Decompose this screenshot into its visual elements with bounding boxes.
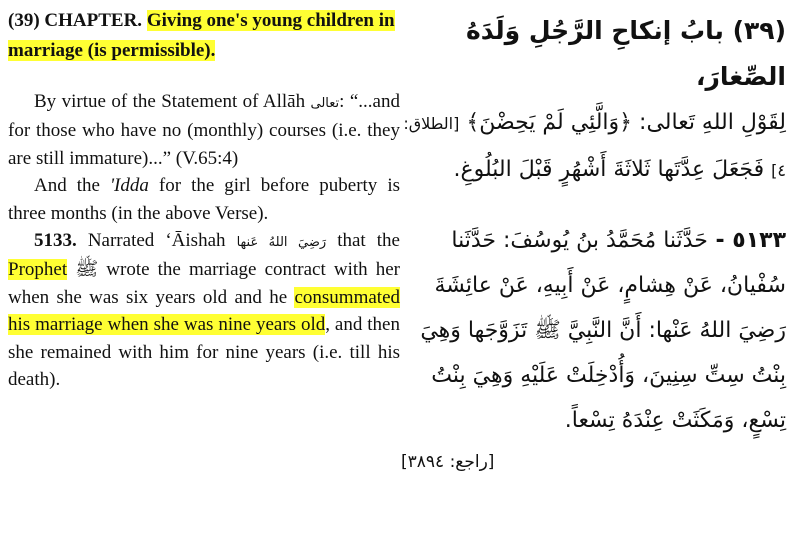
arabic-hadith-number: ٥١٣٣ xyxy=(732,228,786,253)
arabic-verse-reference: [الطلاق: ٤] xyxy=(403,114,786,180)
verse-quote: : “...and for those who have no (monthly) courses (i.e. they are still immature)...” (V.65:4) xyxy=(8,91,400,169)
arabic-column xyxy=(401,8,786,477)
hadith-text-c: , and then she remained with him for nine years (i.e. till his death). xyxy=(8,314,400,391)
arabic-hadith-paragraph xyxy=(401,218,786,443)
english-column xyxy=(8,6,400,393)
arabic-reference: [راجع: ٣٨٩٤] xyxy=(401,452,495,472)
hadith-text-b: wrote the marriage contract with her when she was six years old and he xyxy=(8,259,400,308)
arabic-hadith-dash: - xyxy=(707,228,733,253)
arabic-chapter-title: بابُ إنكاحِ الرَّجُلِ وَلَدَهُ الصِّغارَ، xyxy=(466,16,786,91)
idda-term: 'Idda xyxy=(109,175,149,197)
hadith-text-a: that the xyxy=(326,230,400,252)
english-paragraph-verse xyxy=(8,88,400,172)
chapter-number: (39) CHAPTER. xyxy=(8,10,143,31)
idda-explanation: for the girl before puberty is three months (in the above Verse). xyxy=(8,175,400,224)
english-hadith-5133 xyxy=(8,227,400,393)
prophet-highlight: Prophet xyxy=(8,259,68,281)
inline-arabic-radiallahu: رَضِيَ اللهُ عَنها xyxy=(236,235,327,251)
arabic-verse-paragraph xyxy=(401,100,786,194)
idda-intro: And the xyxy=(34,175,110,197)
hadith-number: 5133. xyxy=(34,230,77,252)
salawat-symbol: ﷺ xyxy=(75,259,99,281)
verse-intro: By virtue of the Statement of Allāh xyxy=(34,91,306,112)
narrator-name: ‘Āishah xyxy=(165,230,226,252)
consummated-highlight: consummated his marriage when she was nine years old xyxy=(8,286,400,336)
narrated-text: Narrated xyxy=(76,230,166,252)
english-paragraph-idda xyxy=(8,172,400,227)
arabic-chapter-number: (٣٩) xyxy=(732,16,786,45)
arabic-hadith-text: حَدَّثَنا مُحَمَّدُ بنُ يُوسُفَ: حَدَّثَنا سُفْيانُ، عَنْ هِشامٍ، عَنْ أَبِيهِ، عَنْ عائِشَةَ رَضِيَ اللهُ عَنْها: أَنَّ النَّبِيَّ ﷺ تَزَوَّجَها وَهِيَ بِنْتُ سِتِّ سِنِينَ، وَأُدْخِلَتْ عَلَيْهِ وَهِيَ بِنْتُ تِسْعٍ، وَمَكَثَتْ عِنْدَهُ تِسْعاً. xyxy=(420,228,786,433)
chapter-title-highlight: Giving one's young children in marriage (is permissible). xyxy=(8,10,395,61)
inline-arabic-taala: تعالى xyxy=(310,96,340,111)
english-chapter-heading xyxy=(8,6,400,66)
arabic-verse: لِقَوْلِ اللهِ تَعالى: ﴿وَالَّئِي لَمْ يَحِضْنَ﴾ xyxy=(466,110,786,135)
arabic-chapter-heading xyxy=(401,8,786,100)
arabic-verse-continuation: فَجَعَلَ عِدَّتَها ثَلاثَةَ أَشْهُرٍ قَبْلَ البُلُوغِ. xyxy=(453,157,765,182)
